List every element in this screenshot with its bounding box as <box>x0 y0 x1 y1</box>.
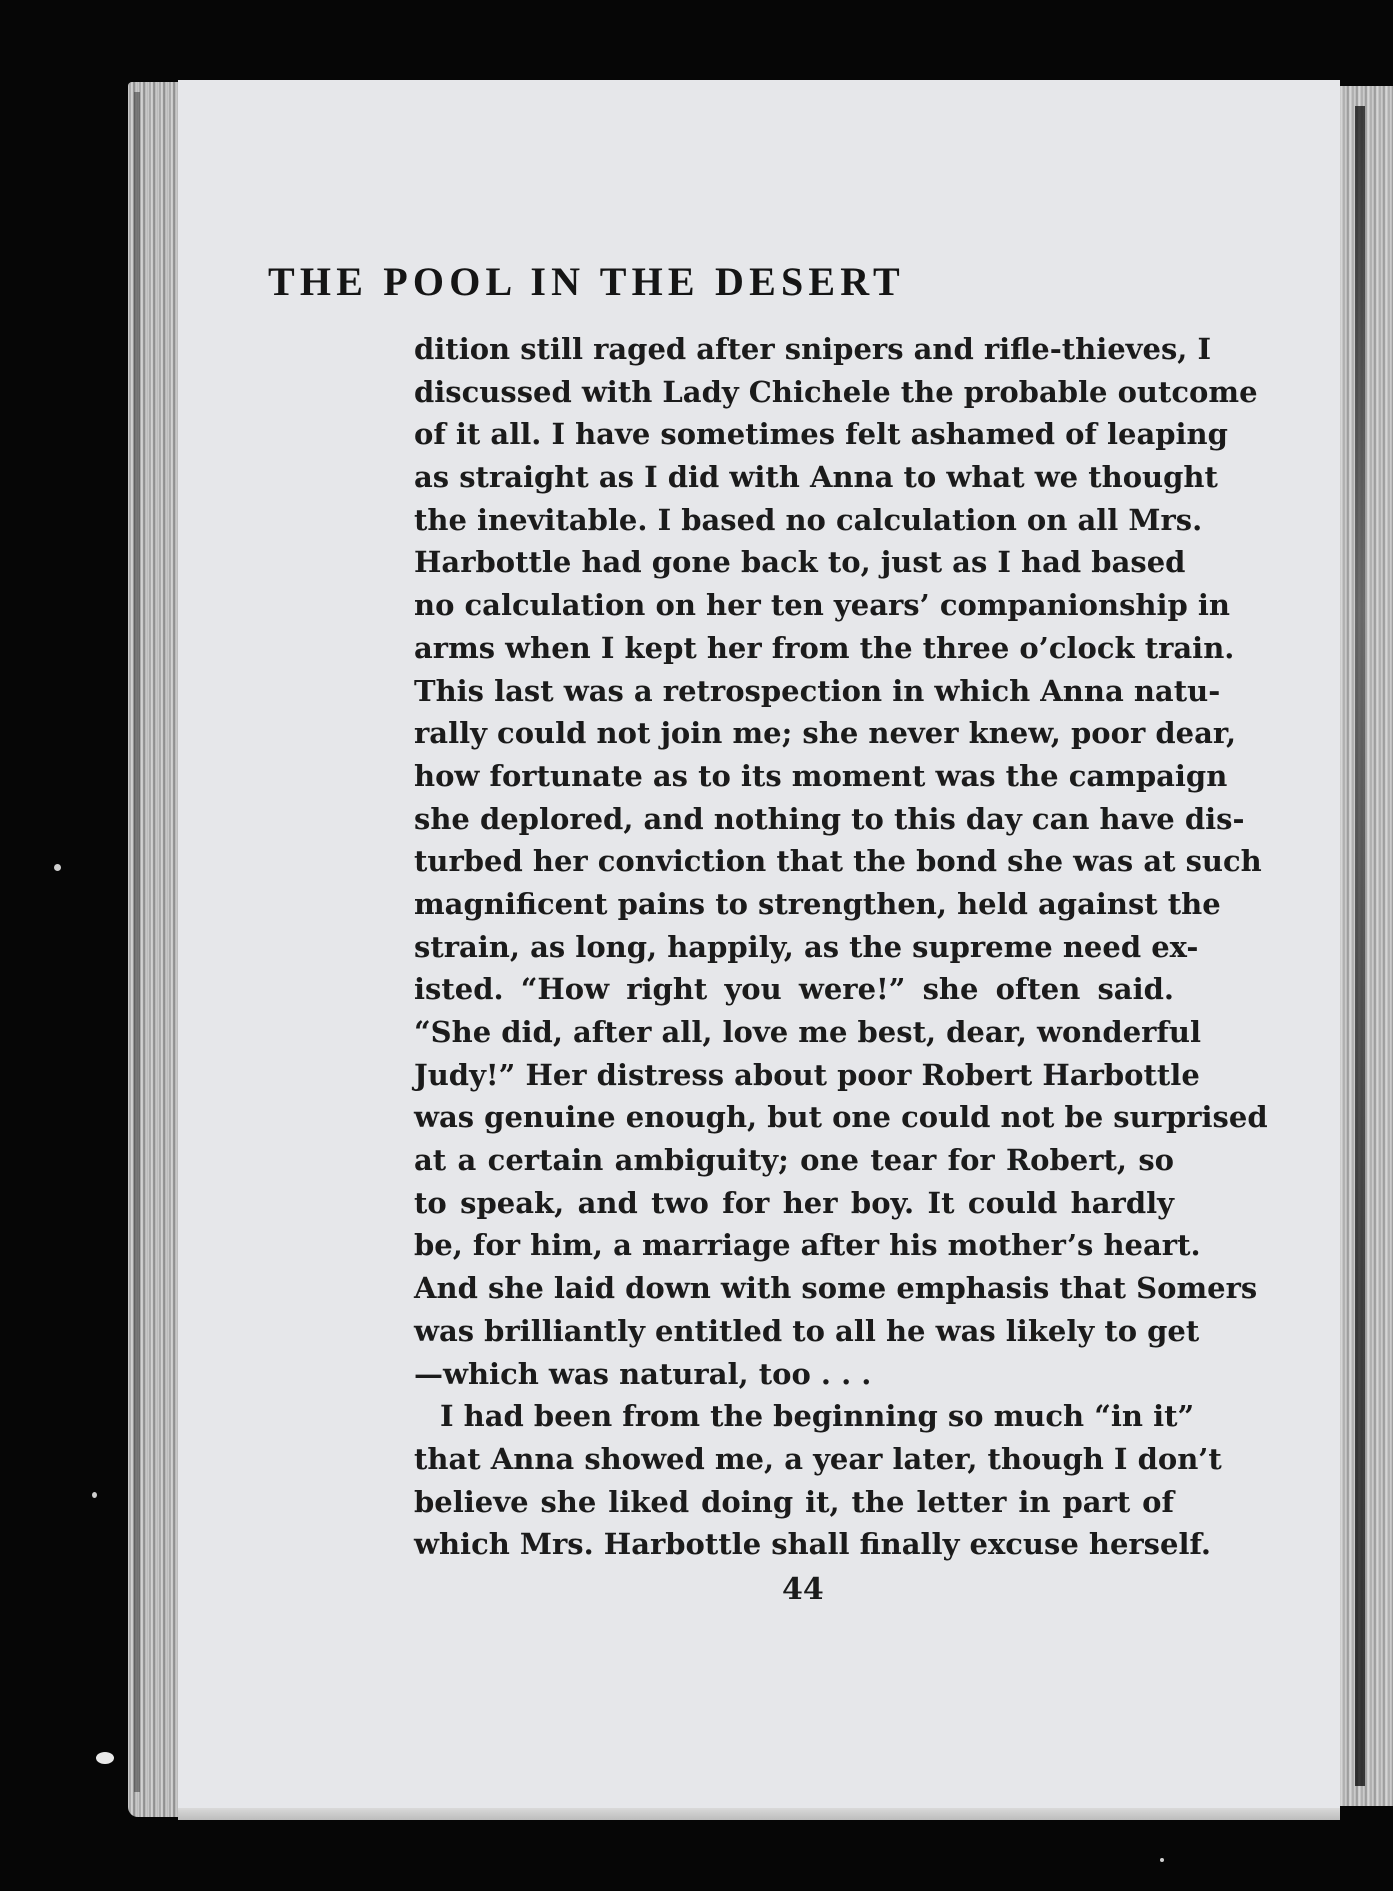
text-line: And she laid down with some emphasis that Somers <box>414 1271 1258 1306</box>
left-page-edges <box>128 82 180 1817</box>
text-line: Harbottle had gone back to, just as I had based <box>414 545 1186 580</box>
text-line: was brilliantly entitled to all he was likely to get <box>414 1313 1200 1348</box>
scan-speck <box>96 1752 114 1764</box>
text-line: magnificent pains to strengthen, held against the <box>414 886 1221 921</box>
text-line: at a certain ambiguity; one tear for Robert, so <box>414 1143 1174 1178</box>
text-line: strain, as long, happily, as the supreme need ex- <box>414 929 1199 964</box>
text-line: of it all. I have sometimes felt ashamed of leaping <box>414 417 1228 452</box>
text-line: that Anna showed me, a year later, though I don’t <box>414 1441 1222 1476</box>
text-line: believe she liked doing it, the letter in part of <box>414 1484 1174 1519</box>
scan-speck <box>92 1492 97 1498</box>
text-line: rally could not join me; she never knew, poor dear, <box>414 716 1237 751</box>
text-line: she deplored, and nothing to this day can have dis- <box>414 801 1245 836</box>
text-line: isted. “How right you were!” she often said. <box>414 972 1174 1007</box>
text-line: was genuine enough, but one could not be surprised <box>414 1100 1268 1135</box>
text-line: be, for him, a marriage after his mother’s heart. <box>414 1228 1201 1263</box>
text-line: turbed her conviction that the bond she was at such <box>414 844 1262 879</box>
scan-speck <box>54 864 61 871</box>
body-text <box>414 328 1268 1566</box>
text-line: arms when I kept her from the three o’clock train. <box>414 630 1235 665</box>
text-line: I had been from the beginning so much “in it” <box>440 1399 1195 1434</box>
running-head: THE POOL IN THE DESERT <box>268 259 905 304</box>
text-line: no calculation on her ten years’ companionship in <box>414 588 1231 623</box>
text-line: dition still raged after snipers and rifle-thieves, I <box>414 332 1212 366</box>
text-line: which Mrs. Harbottle shall finally excuse herself. <box>414 1527 1212 1562</box>
text-line: the inevitable. I based no calculation on all Mrs. <box>414 502 1203 537</box>
text-line: to speak, and two for her boy. It could hardly <box>414 1185 1174 1220</box>
text-line: “She did, after all, love me best, dear, wonderful <box>414 1015 1202 1049</box>
page-number: 44 <box>782 1572 824 1607</box>
scan-speck <box>1160 1858 1164 1862</box>
text-line: Judy!” Her distress about poor Robert Harbottle <box>414 1057 1200 1092</box>
text-line: —which was natural, too . . . <box>414 1356 872 1391</box>
text-line: how fortunate as to its moment was the campaign <box>414 758 1228 793</box>
text-line: discussed with Lady Chichele the probable outcome <box>414 374 1258 409</box>
right-page-edges <box>1337 86 1393 1806</box>
text-line: as straight as I did with Anna to what we thought <box>414 460 1218 495</box>
text-line: This last was a retrospection in which Anna natu- <box>414 673 1221 708</box>
